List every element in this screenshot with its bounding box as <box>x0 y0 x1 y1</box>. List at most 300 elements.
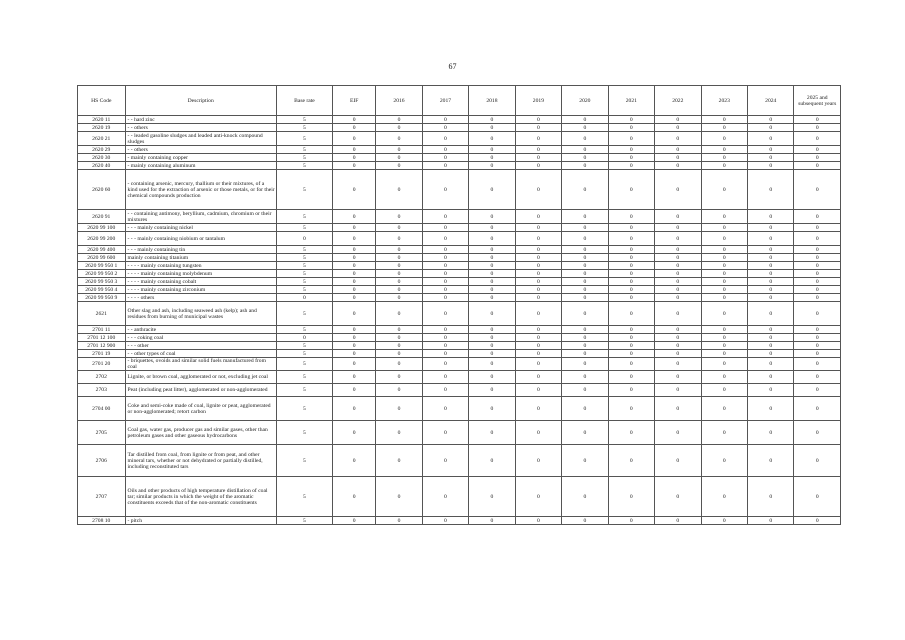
table-row <box>78 154 841 162</box>
hs-code-cell: 2702 <box>78 371 126 384</box>
rate-cell: 0 <box>562 210 608 224</box>
rate-cell: 0 <box>701 294 747 302</box>
rate-cell: 0 <box>515 232 561 246</box>
rate-cell: 0 <box>422 302 468 326</box>
column-header: 2022 <box>655 86 701 116</box>
hs-code-cell: 2620 99 950 3 <box>78 278 126 286</box>
rate-cell: 0 <box>701 132 747 146</box>
rate-cell: 0 <box>562 262 608 270</box>
column-header: 2016 <box>376 86 422 116</box>
hs-code-cell: 2701 12 900 <box>78 342 126 350</box>
rate-cell: 0 <box>562 445 608 477</box>
table-row <box>78 170 841 210</box>
hs-code-cell: 2620 99 100 <box>78 224 126 232</box>
rate-cell: 0 <box>333 517 376 525</box>
rate-cell: 0 <box>562 116 608 124</box>
rate-cell: 0 <box>469 146 515 154</box>
rate-cell: 0 <box>748 232 794 246</box>
rate-cell: 0 <box>376 162 422 170</box>
column-header: EIF <box>333 86 376 116</box>
table-row <box>78 232 841 246</box>
rate-cell: 0 <box>422 371 468 384</box>
table-row <box>78 358 841 371</box>
rate-cell: 0 <box>422 116 468 124</box>
rate-cell: 0 <box>608 350 654 358</box>
rate-cell: 0 <box>333 302 376 326</box>
rate-cell: 0 <box>562 146 608 154</box>
table-row <box>78 286 841 294</box>
rate-cell: 0 <box>376 270 422 278</box>
rate-cell: 0 <box>333 124 376 132</box>
description-cell: - - anthracite <box>125 326 276 334</box>
rate-cell: 0 <box>469 210 515 224</box>
rate-cell: 0 <box>748 384 794 397</box>
description-cell: - mainly containing copper <box>125 154 276 162</box>
description-cell: - - - - others <box>125 294 276 302</box>
rate-cell: 0 <box>608 477 654 517</box>
rate-cell: 0 <box>562 270 608 278</box>
rate-cell: 0 <box>562 246 608 254</box>
description-cell: - - - mainly containing niobium or tantalum <box>125 232 276 246</box>
rate-cell: 0 <box>701 116 747 124</box>
rate-cell: 0 <box>469 262 515 270</box>
rate-cell: 0 <box>608 210 654 224</box>
rate-cell: 0 <box>562 170 608 210</box>
rate-cell: 0 <box>655 342 701 350</box>
rate-cell: 5 <box>276 246 332 254</box>
rate-cell: 0 <box>794 358 841 371</box>
rate-cell: 0 <box>701 384 747 397</box>
rate-cell: 0 <box>333 278 376 286</box>
table-row <box>78 342 841 350</box>
rate-cell: 0 <box>422 397 468 421</box>
rate-cell: 0 <box>701 210 747 224</box>
hs-code-cell: 2701 19 <box>78 350 126 358</box>
table-row <box>78 477 841 517</box>
rate-cell: 0 <box>333 358 376 371</box>
description-cell: Coal gas, water gas, producer gas and similar gases, other than petroleum gases and other gaseous hydrocarbons <box>125 421 276 445</box>
rate-cell: 5 <box>276 146 332 154</box>
description-cell: - - - - mainly containing molybdenum <box>125 270 276 278</box>
rate-cell: 0 <box>422 278 468 286</box>
rate-cell: 0 <box>608 124 654 132</box>
rate-cell: 5 <box>276 170 332 210</box>
rate-cell: 0 <box>794 350 841 358</box>
rate-cell: 0 <box>608 154 654 162</box>
rate-cell: 0 <box>655 132 701 146</box>
rate-cell: 0 <box>333 262 376 270</box>
rate-cell: 0 <box>515 517 561 525</box>
rate-cell: 0 <box>748 421 794 445</box>
rate-cell: 0 <box>333 286 376 294</box>
rate-cell: 0 <box>794 397 841 421</box>
column-header: 2018 <box>469 86 515 116</box>
rate-cell: 0 <box>422 445 468 477</box>
rate-cell: 0 <box>701 254 747 262</box>
rate-cell: 5 <box>276 132 332 146</box>
description-cell: - - hard zinc <box>125 116 276 124</box>
rate-cell: 0 <box>655 278 701 286</box>
rate-cell: 0 <box>422 350 468 358</box>
rate-cell: 0 <box>515 371 561 384</box>
rate-cell: 0 <box>655 294 701 302</box>
rate-cell: 0 <box>701 224 747 232</box>
rate-cell: 0 <box>701 154 747 162</box>
rate-cell: 0 <box>276 294 332 302</box>
rate-cell: 0 <box>469 116 515 124</box>
rate-cell: 0 <box>562 132 608 146</box>
rate-cell: 0 <box>515 270 561 278</box>
rate-cell: 0 <box>608 232 654 246</box>
rate-cell: 0 <box>469 294 515 302</box>
column-header: 2025 and subsequent years <box>794 86 841 116</box>
rate-cell: 0 <box>655 162 701 170</box>
description-cell: - pitch <box>125 517 276 525</box>
rate-cell: 0 <box>469 246 515 254</box>
rate-cell: 0 <box>794 294 841 302</box>
rate-cell: 0 <box>562 342 608 350</box>
rate-cell: 0 <box>422 154 468 162</box>
rate-cell: 0 <box>333 477 376 517</box>
rate-cell: 0 <box>794 154 841 162</box>
rate-cell: 0 <box>422 477 468 517</box>
rate-cell: 0 <box>608 326 654 334</box>
rate-cell: 0 <box>748 278 794 286</box>
rate-cell: 0 <box>701 302 747 326</box>
rate-cell: 0 <box>748 116 794 124</box>
rate-cell: 0 <box>701 371 747 384</box>
rate-cell: 0 <box>422 224 468 232</box>
rate-cell: 5 <box>276 210 332 224</box>
rate-cell: 0 <box>422 162 468 170</box>
rate-cell: 0 <box>376 384 422 397</box>
rate-cell: 0 <box>376 445 422 477</box>
table-row <box>78 146 841 154</box>
rate-cell: 0 <box>515 262 561 270</box>
hs-code-cell: 2620 99 400 <box>78 246 126 254</box>
hs-code-cell: 2705 <box>78 421 126 445</box>
description-cell: - mainly containing aluminum <box>125 162 276 170</box>
table-row <box>78 132 841 146</box>
rate-cell: 0 <box>515 162 561 170</box>
hs-code-cell: 2704 00 <box>78 397 126 421</box>
table-row <box>78 246 841 254</box>
rate-cell: 0 <box>701 350 747 358</box>
rate-cell: 0 <box>701 232 747 246</box>
column-header: 2023 <box>701 86 747 116</box>
hs-code-cell: 2701 20 <box>78 358 126 371</box>
hs-code-cell: 2620 29 <box>78 146 126 154</box>
rate-cell: 0 <box>794 278 841 286</box>
hs-code-cell: 2701 12 100 <box>78 334 126 342</box>
hs-code-cell: 2701 11 <box>78 326 126 334</box>
rate-cell: 0 <box>562 384 608 397</box>
rate-cell: 0 <box>469 445 515 477</box>
page-number: 67 <box>448 62 457 71</box>
rate-cell: 0 <box>655 371 701 384</box>
rate-cell: 0 <box>655 224 701 232</box>
rate-cell: 0 <box>469 421 515 445</box>
rate-cell: 5 <box>276 270 332 278</box>
rate-cell: 0 <box>469 286 515 294</box>
hs-code-cell: 2708 10 <box>78 517 126 525</box>
rate-cell: 0 <box>376 124 422 132</box>
rate-cell: 0 <box>333 254 376 262</box>
column-header: HS Code <box>78 86 126 116</box>
rate-cell: 0 <box>469 132 515 146</box>
table-row <box>78 270 841 278</box>
rate-cell: 0 <box>794 371 841 384</box>
rate-cell: 5 <box>276 371 332 384</box>
rate-cell: 0 <box>655 154 701 162</box>
rate-cell: 0 <box>515 146 561 154</box>
rate-cell: 0 <box>701 421 747 445</box>
rate-cell: 0 <box>376 170 422 210</box>
rate-cell: 0 <box>376 232 422 246</box>
rate-cell: 0 <box>333 326 376 334</box>
rate-cell: 0 <box>608 397 654 421</box>
table-row <box>78 445 841 477</box>
hs-code-cell: 2703 <box>78 384 126 397</box>
rate-cell: 0 <box>748 477 794 517</box>
table-row <box>78 302 841 326</box>
rate-cell: 5 <box>276 350 332 358</box>
rate-cell: 0 <box>376 294 422 302</box>
rate-cell: 0 <box>748 334 794 342</box>
description-cell: Oils and other products of high temperature distillation of coal tar; similar products in which the weight of the aromatic constituents exceeds that of the non-aromatic constituents <box>125 477 276 517</box>
rate-cell: 0 <box>794 224 841 232</box>
rate-cell: 0 <box>333 270 376 278</box>
description-cell: - - - coking coal <box>125 334 276 342</box>
rate-cell: 0 <box>748 224 794 232</box>
rate-cell: 0 <box>376 254 422 262</box>
rate-cell: 0 <box>701 278 747 286</box>
rate-cell: 0 <box>794 384 841 397</box>
rate-cell: 0 <box>515 445 561 477</box>
rate-cell: 0 <box>422 384 468 397</box>
rate-cell: 0 <box>376 517 422 525</box>
rate-cell: 0 <box>608 384 654 397</box>
rate-cell: 0 <box>515 326 561 334</box>
rate-cell: 0 <box>794 342 841 350</box>
rate-cell: 0 <box>376 224 422 232</box>
rate-cell: 0 <box>469 278 515 286</box>
rate-cell: 0 <box>655 350 701 358</box>
table-row <box>78 210 841 224</box>
rate-cell: 0 <box>794 421 841 445</box>
rate-cell: 0 <box>794 210 841 224</box>
table-row <box>78 262 841 270</box>
rate-cell: 0 <box>748 132 794 146</box>
rate-cell: 0 <box>469 384 515 397</box>
rate-cell: 0 <box>701 326 747 334</box>
rate-cell: 0 <box>469 326 515 334</box>
rate-cell: 5 <box>276 254 332 262</box>
rate-cell: 0 <box>422 294 468 302</box>
rate-cell: 0 <box>562 162 608 170</box>
rate-cell: 0 <box>422 232 468 246</box>
hs-code-cell: 2706 <box>78 445 126 477</box>
rate-cell: 0 <box>608 254 654 262</box>
rate-cell: 0 <box>701 477 747 517</box>
rate-cell: 0 <box>422 262 468 270</box>
rate-cell: 0 <box>608 278 654 286</box>
rate-cell: 0 <box>376 246 422 254</box>
rate-cell: 0 <box>655 302 701 326</box>
rate-cell: 0 <box>794 286 841 294</box>
description-cell: - briquettes, ovoids and similar solid fuels manufactured from coal <box>125 358 276 371</box>
rate-cell: 0 <box>469 371 515 384</box>
rate-cell: 0 <box>562 286 608 294</box>
rate-cell: 0 <box>701 334 747 342</box>
rate-cell: 0 <box>794 232 841 246</box>
rate-cell: 0 <box>333 371 376 384</box>
rate-cell: 0 <box>562 232 608 246</box>
rate-cell: 0 <box>562 517 608 525</box>
rate-cell: 0 <box>515 154 561 162</box>
rate-cell: 0 <box>655 421 701 445</box>
table-row <box>78 384 841 397</box>
rate-cell: 0 <box>333 146 376 154</box>
rate-cell: 5 <box>276 278 332 286</box>
column-header: 2024 <box>748 86 794 116</box>
column-header: 2017 <box>422 86 468 116</box>
rate-cell: 0 <box>608 342 654 350</box>
rate-cell: 0 <box>515 302 561 326</box>
rate-cell: 0 <box>701 146 747 154</box>
rate-cell: 0 <box>655 384 701 397</box>
description-cell: - - - - mainly containing cobalt <box>125 278 276 286</box>
rate-cell: 0 <box>608 170 654 210</box>
rate-cell: 0 <box>608 445 654 477</box>
rate-cell: 0 <box>515 124 561 132</box>
rate-cell: 0 <box>562 397 608 421</box>
rate-cell: 0 <box>748 294 794 302</box>
rate-cell: 0 <box>376 210 422 224</box>
table-row <box>78 124 841 132</box>
table-row <box>78 371 841 384</box>
rate-cell: 0 <box>608 358 654 371</box>
rate-cell: 0 <box>376 286 422 294</box>
rate-cell: 0 <box>469 358 515 371</box>
rate-cell: 0 <box>748 286 794 294</box>
rate-cell: 0 <box>376 116 422 124</box>
hs-code-cell: 2620 99 950 2 <box>78 270 126 278</box>
rate-cell: 0 <box>422 132 468 146</box>
table-row <box>78 397 841 421</box>
rate-cell: 0 <box>608 302 654 326</box>
rate-cell: 0 <box>562 371 608 384</box>
rate-cell: 0 <box>469 124 515 132</box>
rate-cell: 0 <box>515 477 561 517</box>
rate-cell: 0 <box>333 162 376 170</box>
rate-cell: 0 <box>701 170 747 210</box>
rate-cell: 0 <box>469 350 515 358</box>
table-row <box>78 294 841 302</box>
rate-cell: 0 <box>333 445 376 477</box>
rate-cell: 0 <box>701 270 747 278</box>
rate-cell: 5 <box>276 477 332 517</box>
hs-code-cell: 2620 21 <box>78 132 126 146</box>
rate-cell: 0 <box>748 358 794 371</box>
rate-cell: 0 <box>655 358 701 371</box>
rate-cell: 0 <box>794 477 841 517</box>
table-row <box>78 334 841 342</box>
rate-cell: 0 <box>562 334 608 342</box>
rate-cell: 0 <box>794 302 841 326</box>
rate-cell: 0 <box>748 210 794 224</box>
rate-cell: 0 <box>469 342 515 350</box>
rate-cell: 0 <box>748 326 794 334</box>
rate-cell: 5 <box>276 342 332 350</box>
rate-cell: 0 <box>276 334 332 342</box>
rate-cell: 0 <box>469 154 515 162</box>
rate-cell: 5 <box>276 302 332 326</box>
rate-cell: 0 <box>469 270 515 278</box>
rate-cell: 0 <box>333 170 376 210</box>
rate-cell: 0 <box>794 146 841 154</box>
rate-cell: 0 <box>655 270 701 278</box>
rate-cell: 0 <box>794 132 841 146</box>
rate-cell: 0 <box>562 254 608 262</box>
rate-cell: 0 <box>655 517 701 525</box>
rate-cell: 0 <box>748 302 794 326</box>
rate-cell: 0 <box>748 270 794 278</box>
table-row <box>78 116 841 124</box>
rate-cell: 0 <box>469 162 515 170</box>
hs-code-cell: 2620 60 <box>78 170 126 210</box>
table-row <box>78 254 841 262</box>
rate-cell: 0 <box>794 445 841 477</box>
rate-cell: 0 <box>422 210 468 224</box>
rate-cell: 0 <box>794 334 841 342</box>
rate-cell: 0 <box>655 146 701 154</box>
rate-cell: 0 <box>701 246 747 254</box>
rate-cell: 0 <box>515 132 561 146</box>
table-row <box>78 350 841 358</box>
rate-cell: 0 <box>608 146 654 154</box>
rate-cell: 0 <box>608 224 654 232</box>
rate-cell: 0 <box>608 246 654 254</box>
rate-cell: 0 <box>794 116 841 124</box>
rate-cell: 0 <box>515 350 561 358</box>
rate-cell: 0 <box>748 146 794 154</box>
rate-cell: 0 <box>422 517 468 525</box>
rate-cell: 0 <box>748 262 794 270</box>
rate-cell: 0 <box>333 210 376 224</box>
rate-cell: 0 <box>748 350 794 358</box>
hs-code-cell: 2707 <box>78 477 126 517</box>
rate-cell: 0 <box>469 224 515 232</box>
rate-cell: 0 <box>562 294 608 302</box>
rate-cell: 5 <box>276 262 332 270</box>
rate-cell: 0 <box>794 254 841 262</box>
rate-cell: 0 <box>422 254 468 262</box>
rate-cell: 5 <box>276 421 332 445</box>
rate-cell: 0 <box>748 445 794 477</box>
description-cell: Tar distilled from coal, from lignite or from peat, and other mineral tars, whether or not dehydrated or partially distilled, including reconstituted tars <box>125 445 276 477</box>
rate-cell: 0 <box>608 132 654 146</box>
rate-cell: 0 <box>333 116 376 124</box>
rate-cell: 0 <box>333 132 376 146</box>
rate-cell: 0 <box>701 262 747 270</box>
rate-cell: 0 <box>655 232 701 246</box>
rate-cell: 0 <box>655 477 701 517</box>
rate-cell: 0 <box>376 477 422 517</box>
rate-cell: 0 <box>655 334 701 342</box>
rate-cell: 0 <box>794 124 841 132</box>
rate-cell: 0 <box>655 210 701 224</box>
